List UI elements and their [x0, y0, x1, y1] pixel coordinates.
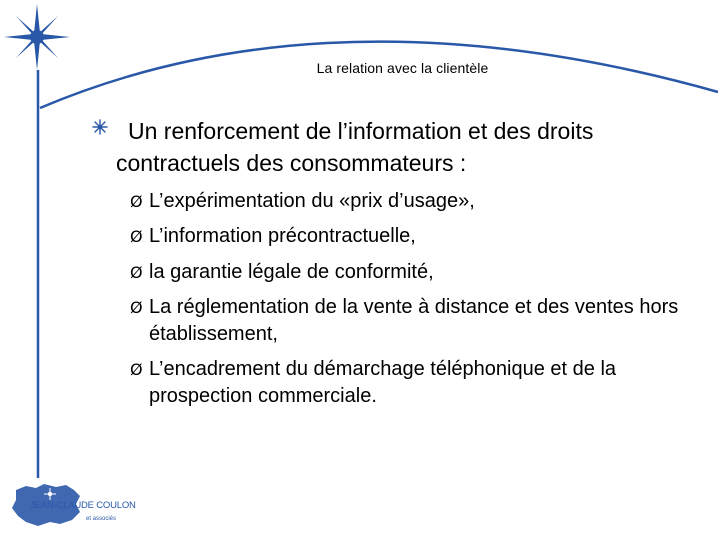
- list-item-text: La réglementation de la vente à distance et des ventes hors établissement,: [149, 295, 679, 345]
- main-point-text: Un renforcement de l’information et des droits contractuels des consommateurs :: [116, 118, 594, 176]
- list-item-text: L’information précontractuelle,: [149, 225, 416, 248]
- arrowhead-bullet-icon: Ø: [130, 227, 143, 247]
- sub-bullet-list: [130, 188, 705, 418]
- logo-name: JEAN-CLAUDE COULON: [30, 500, 136, 511]
- arrowhead-bullet-icon: Ø: [130, 297, 143, 317]
- company-logo: [10, 482, 136, 530]
- list-item-text: la garantie légale de conformité,: [149, 260, 434, 283]
- list-item-text: L’expérimentation du «prix d’usage»,: [149, 190, 475, 212]
- list-item-text: L’encadrement du démarchage téléphonique et de la prospection commerciale.: [149, 358, 617, 408]
- logo-subtitle: et associés: [86, 516, 117, 522]
- list-item: [130, 188, 705, 215]
- star-bullet-icon: [92, 119, 108, 135]
- list-item: [130, 356, 705, 410]
- main-point: [92, 115, 692, 179]
- arrowhead-bullet-icon: Ø: [130, 262, 143, 282]
- list-item: [130, 223, 705, 250]
- slide-title: La relation avec la clientèle: [316, 60, 489, 76]
- arrowhead-bullet-icon: Ø: [130, 360, 143, 380]
- list-item: [130, 294, 705, 348]
- compass-star-icon: [2, 2, 72, 72]
- arrowhead-bullet-icon: Ø: [130, 192, 143, 211]
- list-item: [130, 259, 705, 286]
